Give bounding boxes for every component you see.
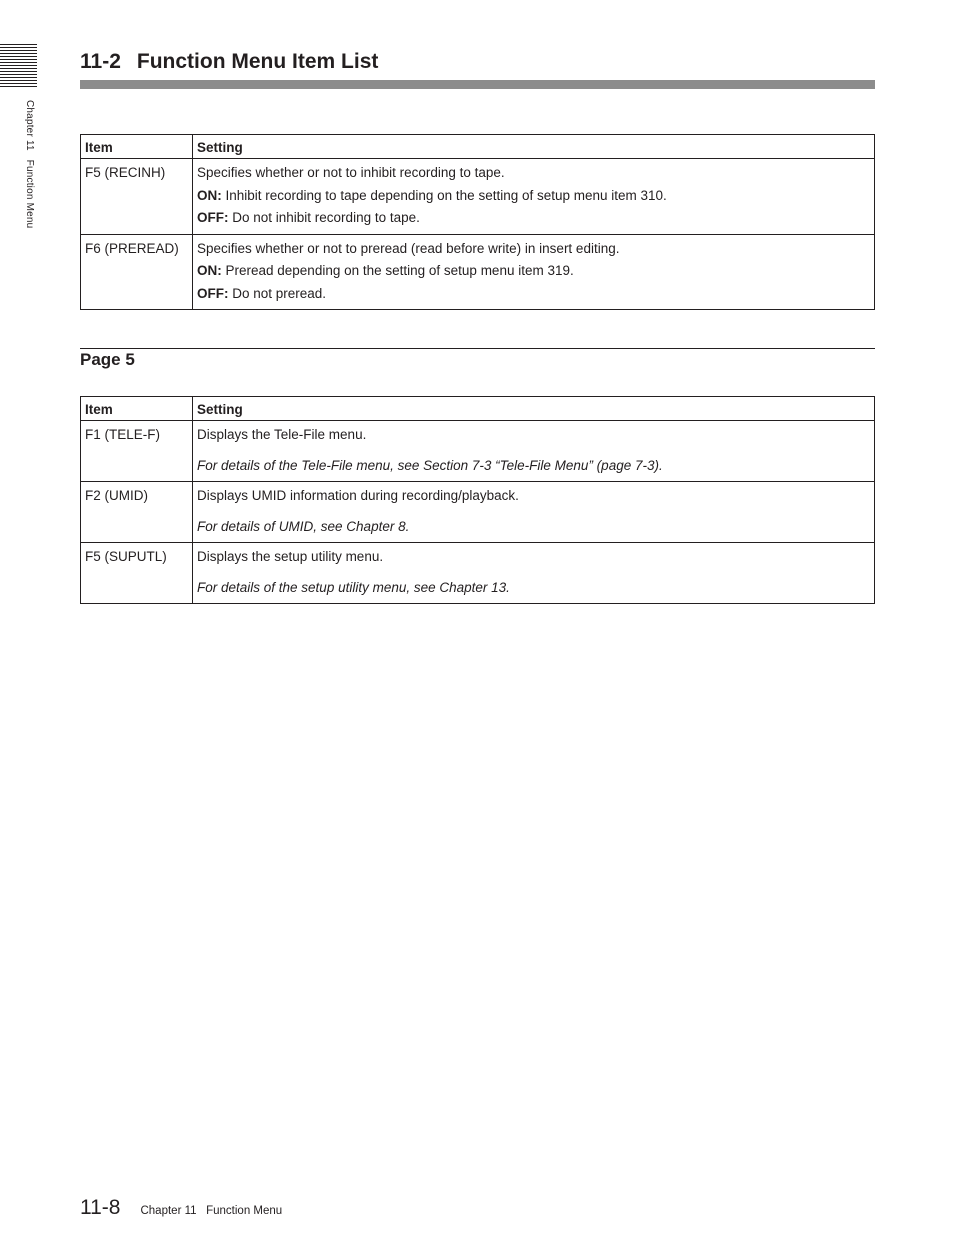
on-label: ON: [197,263,222,278]
setting-cell [193,159,875,235]
off-text: Do not inhibit recording to tape. [228,210,420,225]
table-row [81,234,875,310]
item-cell: F1 (TELE-F) [81,421,193,482]
header-setting: Setting [193,397,875,421]
cross-reference: For details of UMID, see Chapter 8. [197,518,410,534]
table-row [81,421,875,482]
setting-on [197,185,870,208]
setting-description: Specifies whether or not to preread (read before write) in insert editing. [197,240,620,256]
setting-description: Displays the Tele-File menu. [197,427,367,442]
setting-description: Specifies whether or not to inhibit recording to tape. [197,165,505,180]
section-title-text: Function Menu Item List [136,50,379,73]
setting-cell [193,234,875,310]
setting-off [197,283,870,306]
page-heading-rule [80,348,875,349]
function-menu-table-1 [80,134,875,310]
off-text: Do not preread. [228,285,327,301]
on-text: Preread depending on the setting of setup menu item 319. [221,263,574,278]
header-item: Item [81,135,193,159]
header-item: Item [81,397,193,421]
item-cell: F5 (SUPUTL) [81,543,193,604]
off-label: OFF: [197,210,229,225]
table-row [81,543,875,604]
section-title [80,50,378,74]
off-label: OFF: [197,285,229,301]
setting-cell [193,543,875,604]
chapter-side-tab: Chapter 11 Function Menu [24,100,35,229]
footer-chapter-text: Chapter 11 Function Menu [140,1205,283,1217]
item-cell: F6 (PREREAD) [81,234,193,310]
setting-on [197,260,870,283]
function-menu-table-2 [80,396,875,604]
title-underline-bar [80,80,875,89]
setting-description: Displays the setup utility menu. [197,549,384,564]
chapter-edge-marks [0,44,37,89]
table-header-row [81,397,875,421]
item-cell: F5 (RECINH) [81,159,193,235]
section-number: 11-2 [80,50,121,73]
cross-reference: For details of the setup utility menu, see Chapter 13. [197,579,510,595]
on-label: ON: [197,187,222,203]
setting-cell [193,421,875,482]
setting-cell [193,482,875,543]
header-setting: Setting [193,135,875,159]
table-header-row [81,135,875,159]
page-footer [80,1196,282,1220]
setting-description: Displays UMID information during recording/playback. [197,488,519,503]
item-cell: F2 (UMID) [81,482,193,543]
cross-reference: For details of the Tele-File menu, see Section 7-3 “Tele-File Menu” (page 7-3). [197,457,663,473]
table-row [81,159,875,235]
page-5-heading: Page 5 [80,350,135,369]
setting-off [197,207,870,230]
table-row [81,482,875,543]
on-text: Inhibit recording to tape depending on the setting of setup menu item 310. [221,187,667,203]
page-number: 11-8 [80,1196,121,1219]
